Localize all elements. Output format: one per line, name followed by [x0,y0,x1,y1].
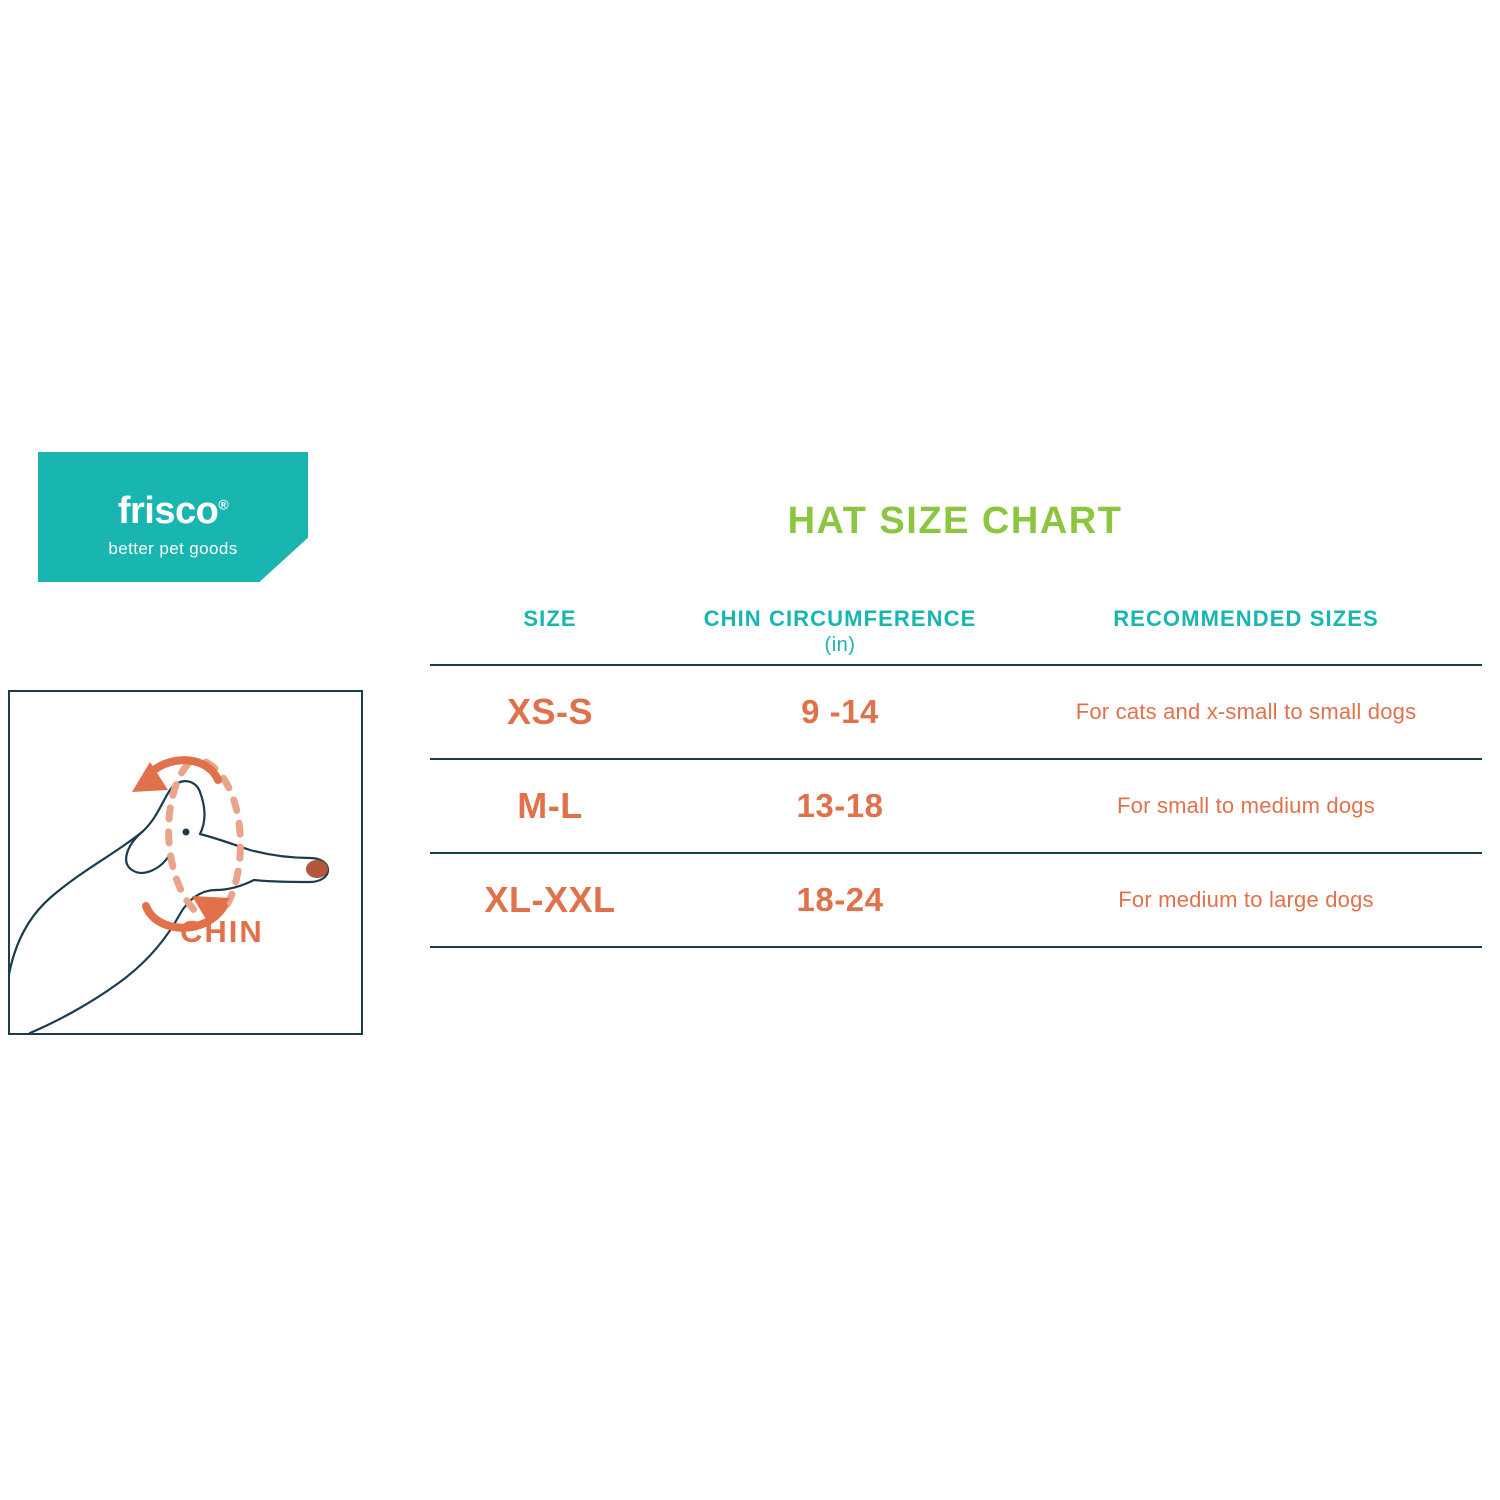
table-header-row [430,605,1482,665]
table-row [430,665,1482,759]
cell-chin-circumference: 13-18 [796,786,884,824]
column-header-chin-circumference: CHIN CIRCUMFERENCE (in) [670,605,1010,665]
cell-size: XL-XXL [484,878,616,920]
chin-measurement-illustration [8,690,363,1035]
table-body [430,665,1482,947]
logo-brand-name: frisco [117,490,219,532]
column-header-chin-unit: (in) [824,633,856,656]
table-header [430,605,1482,665]
hat-size-table [430,605,1482,948]
logo-wordmark [38,492,308,530]
column-header-size: SIZE [523,606,577,631]
table-row [430,853,1482,947]
brand-logo [38,452,308,582]
dog-head-diagram-icon [10,692,361,1033]
table-row [430,759,1482,853]
registered-mark-icon: ® [218,496,229,513]
column-header-recommended-sizes: RECOMMENDED SIZES [1113,606,1379,631]
cell-recommended: For medium to large dogs [1118,886,1374,912]
cell-chin-circumference: 18-24 [796,880,884,918]
cell-recommended: For small to medium dogs [1117,792,1375,818]
logo-tagline: better pet goods [108,539,238,558]
cell-size: XS-S [506,690,594,732]
chin-label: CHIN [180,914,264,949]
cell-recommended: For cats and x-small to small dogs [1075,698,1417,724]
cell-size: M-L [517,784,583,826]
cell-chin-circumference: 9 -14 [801,692,879,730]
page-title: HAT SIZE CHART [787,500,1123,542]
